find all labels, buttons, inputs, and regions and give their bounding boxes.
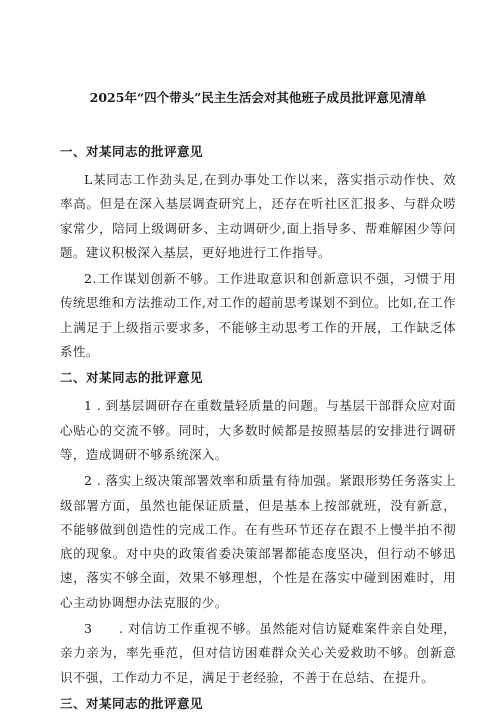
document-title: 2025年“四个带头”民主生活会对其他班子成员批评意见清单 [89, 90, 427, 105]
paragraph: 3 . 对信访工作重视不够。虽然能对信访疑难案件亲自处理，亲力亲为，率先垂范，但对信访困难群众关心关爱救助不够。创新意识不强，工作动力不足，满足于老经验，不善于在总结、在提升。 [60, 621, 456, 685]
section-2 [60, 366, 456, 690]
section-3 [60, 692, 456, 716]
section-1 [60, 140, 456, 364]
paragraph: L某同志工作劲头足,在到办事处工作以来，落实指示动作快、效率高。但是在深入基层调查研究上，还存在听社区汇报多、与群众唠家常少，陪同上级调研多、主动调研少,面上指导多、帮难解困少等问题。建议积极深入基层，更好地进行工作指导。 [60, 172, 456, 260]
section-heading: 三、对某同志的批评意见 [60, 695, 204, 711]
paragraph: 2 . 落实上级决策部署效率和质量有待加强。紧跟形势任务落实上级部署方面，虽然也能保证质量，但是基本上按部就班，没有新意，不能够做到创造性的完成工作。在有些环节还存在跟不上慢半拍不彻底的现象。对中央的政策省委决策部署都能态度坚决，但行动不够迅速，落实不够全面，效果不够理想，个性是在落实中碰到困难时，用心主动协调想办法克服的少。 [60, 473, 456, 610]
paragraph: 2.工作谋划创新不够。工作进取意识和创新意识不强，习惯于用传统思维和方法推动工作,对工作的超前思考谋划不到位。比如,在工作上满足于上级指示要求多，不能够主动思考工作的开展，工作缺乏体系性。 [60, 271, 456, 360]
section-heading: 二、对某同志的批评意见 [60, 370, 204, 386]
paragraph: 1 . 到基层调研存在重数量轻质量的问题。与基层干部群众应对面心贴心的交流不够。同时，大多数时候都是按照基层的安排进行调研等，造成调研不够系统深入。 [60, 398, 456, 462]
section-heading: 一、对某同志的批评意见 [60, 144, 204, 159]
